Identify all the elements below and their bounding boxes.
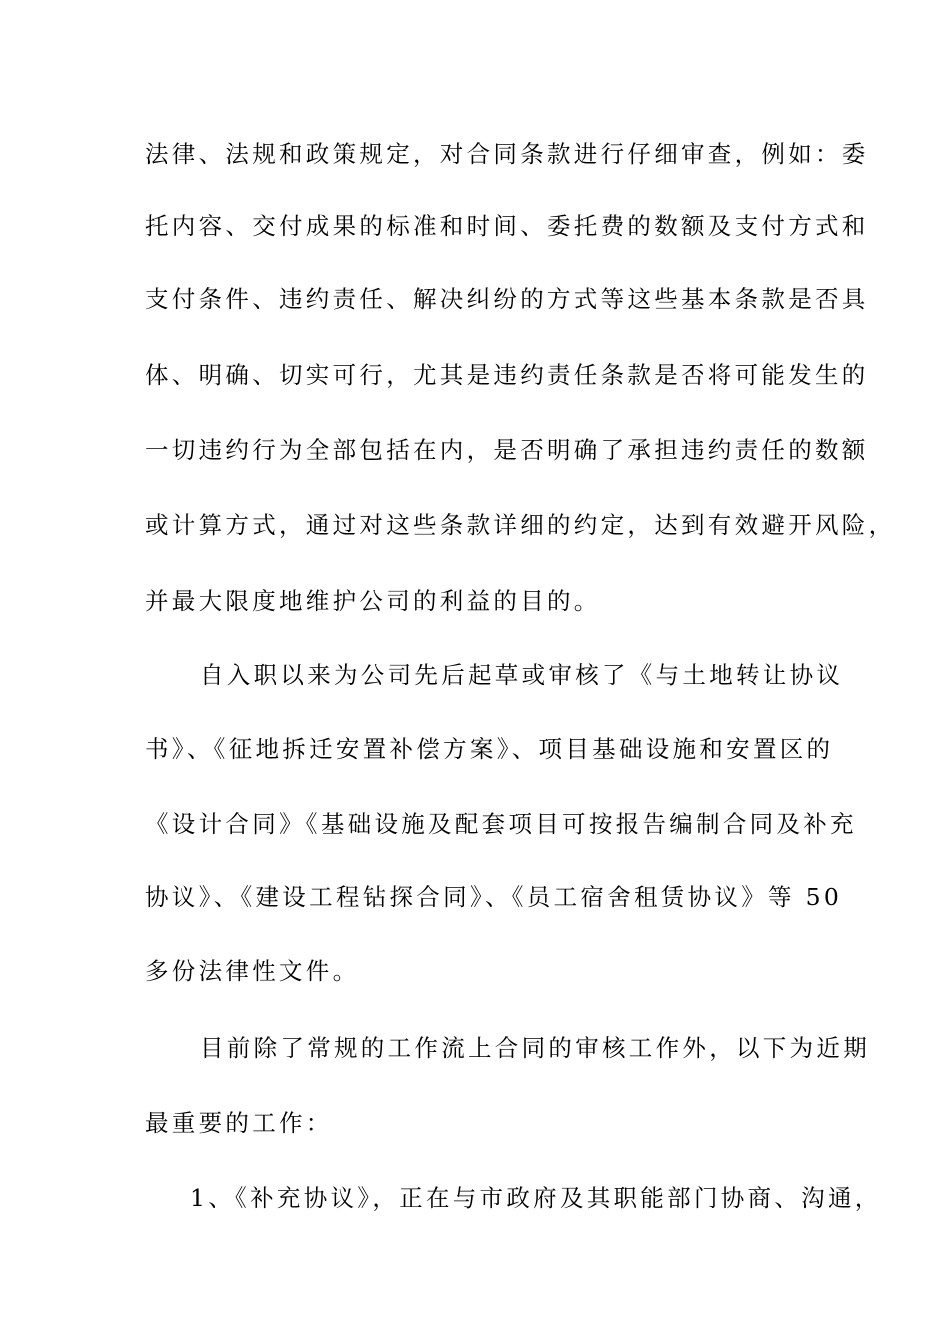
paragraph-line: 协议》、《建设工程钻探合同》、《员工宿舍租赁协议》等 50	[145, 883, 843, 911]
paragraph-line: 目前除了常规的工作流上合同的审核工作外，以下为近期	[200, 1034, 870, 1062]
paragraph-line: 一切违约行为全部包括在内，是否明确了承担违约责任的数额	[145, 436, 869, 464]
paragraph-line: 自入职以来为公司先后起草或审核了《与土地转让协议	[200, 661, 844, 689]
paragraph-line: 最重要的工作：	[145, 1109, 333, 1137]
paragraph-line: 多份法律性文件。	[145, 957, 360, 985]
paragraph-line: 书》、《征地拆迁安置补偿方案》、项目基础设施和安置区的	[145, 735, 834, 763]
paragraph-line: 并最大限度地维护公司的利益的目的。	[145, 587, 601, 615]
paragraph-line: 或计算方式，通过对这些条款详细的约定，达到有效避开风险，	[145, 511, 896, 539]
paragraph-line: 体、明确、切实可行，尤其是违约责任条款是否将可能发生的	[145, 361, 869, 389]
paragraph-line: 托内容、交付成果的标准和时间、委托费的数额及支付方式和	[145, 212, 869, 240]
paragraph-line: 法律、法规和政策规定，对合同条款进行仔细审查，例如：委	[145, 140, 869, 168]
paragraph-line: 支付条件、违约责任、解决纠纷的方式等这些基本条款是否具	[145, 285, 869, 313]
paragraph-line: 《设计合同》《基础设施及配套项目可按报告编制合同及补充	[145, 810, 857, 838]
list-item: 1、《补充协议》，正在与市政府及其职能部门协商、沟通，	[190, 1184, 882, 1212]
